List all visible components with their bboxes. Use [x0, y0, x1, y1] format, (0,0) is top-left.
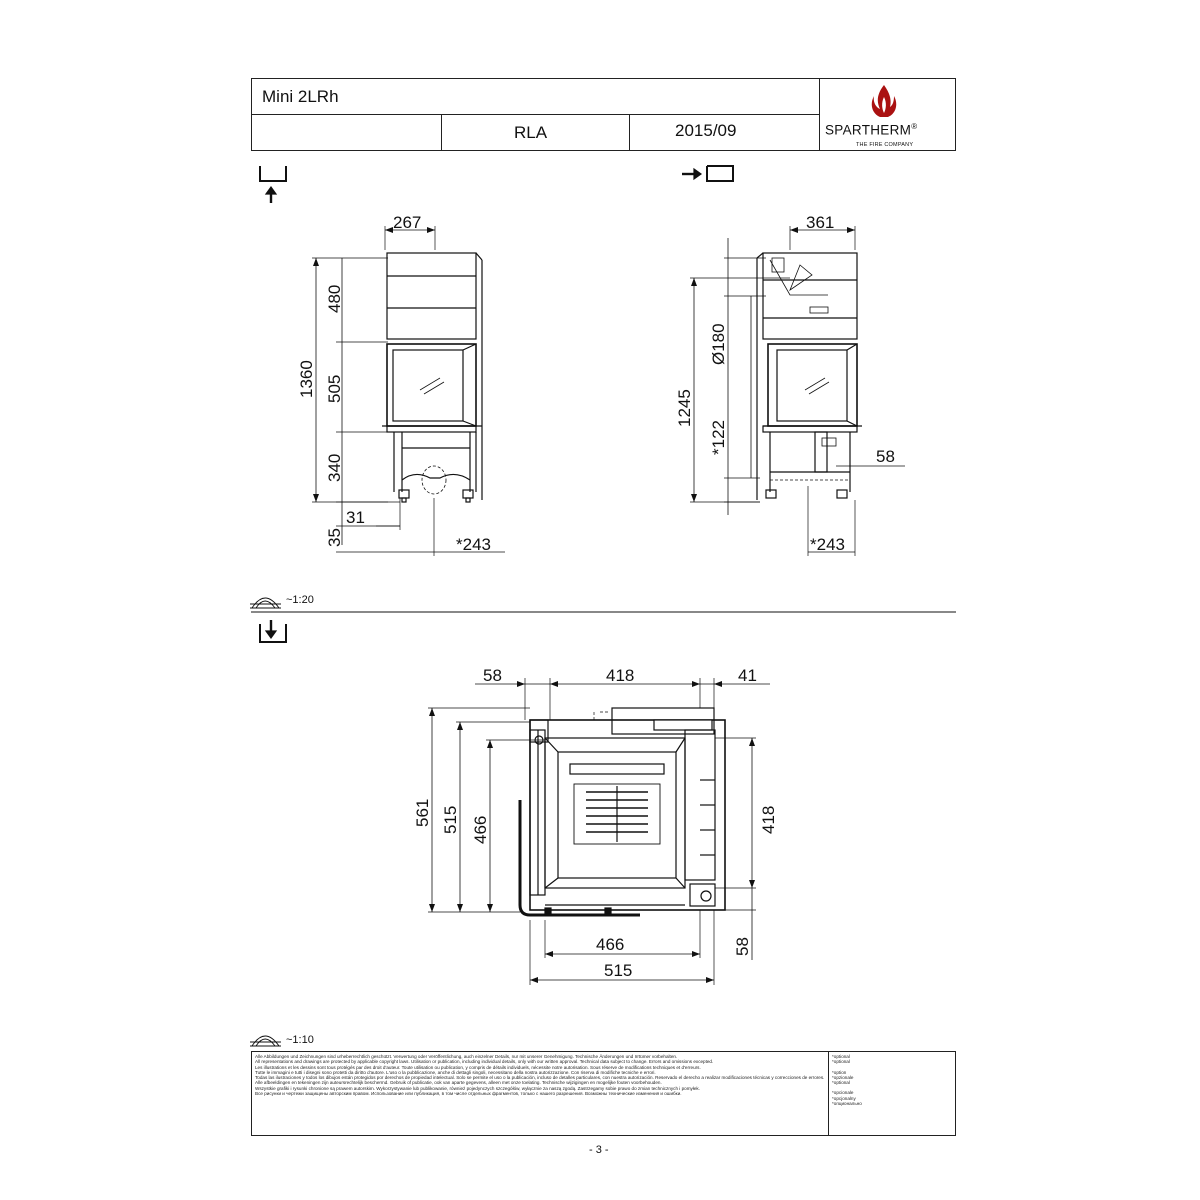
dim-top-right: 41 [738, 666, 757, 685]
dim-front-outlet: *243 [456, 535, 491, 554]
optional-label: *optional [832, 1054, 850, 1059]
copyright-notes [251, 1051, 956, 1136]
dim-top-inner: 418 [606, 666, 635, 685]
side-view [690, 226, 905, 556]
note-line: All representations and drawings are protected by applicable copyright laws. Utilisation or publication, including individual details, only with our written approval. Technical data subject to change. Errors and omissions excepted. [255, 1059, 714, 1065]
optional-label: *opcionale [832, 1090, 854, 1096]
dim-front-width: 267 [393, 213, 422, 232]
dim-front-top: 480 [325, 284, 344, 313]
note-line: Wszystkie grafiki i rysunki chronione są prawem autorskim. Wykorzystywanie lub publikowanie, również pojedynczych szczegółów, wyłącznie za naszą zgodą. Zastrzegamy sobie prawo do zmian technicznych i pomyłek. [255, 1085, 700, 1091]
dim-side-air-inlet: *122 [709, 420, 728, 455]
dim-top-depth-466: 466 [471, 815, 490, 844]
dim-side-flue: Ø180 [709, 323, 728, 365]
dim-top-depth-561: 561 [413, 798, 432, 827]
scale-icon [250, 1036, 281, 1046]
dim-top-depth-515: 515 [441, 805, 460, 834]
note-line: Todas las ilustraciones y todos los dibujos están protegidos por derechos de propiedad intelectual. Solo se permite el uso o la publicación, incluso de detalles particulares, con nuestra autorización. Reservado el derecho a realizar modificaciones técnicas y correcciones de errores. [255, 1075, 825, 1081]
optional-label: *опционально [832, 1101, 862, 1107]
optional-label: *opzionale [832, 1074, 854, 1080]
optional-label: *optional [832, 1080, 850, 1086]
dim-top-bottom-515: 515 [604, 961, 633, 980]
optional-label: *option [832, 1069, 847, 1075]
scale-plan: ~1:10 [286, 1034, 314, 1046]
optional-labels [832, 1054, 862, 1106]
dim-front-foot: 35 [325, 528, 344, 547]
scale-elevation: ~1:20 [286, 594, 314, 606]
front-view-icon [260, 166, 286, 203]
dim-side-outlet: *243 [810, 535, 845, 554]
dim-front-glass: 505 [325, 374, 344, 403]
model-code: RLA [514, 123, 548, 142]
dim-front-foot-offset: 31 [346, 508, 365, 527]
dimension-arrows [313, 227, 855, 983]
dim-front-base: 340 [325, 453, 344, 482]
note-line: Tutte le immagini e tutti i disegni sono protetti da diritto d'autore. L'uso o la pubblicazione, anche di dettagli singoli, necessitano della nostra autorizzazione. Con riserva di modifiche tecniche e errori. [255, 1069, 656, 1075]
page-number: - 3 - [589, 1144, 609, 1156]
brand-name: SPARTHERM® [825, 122, 918, 138]
top-view-icon [260, 620, 286, 642]
dim-side-height: 1245 [675, 389, 694, 427]
note-line: Все рисунки и чертежи защищены авторским правом. Использование или публикация, в том числе отдельных фрагментов, только с нашего разрешения. Возможны технические изменения и ошибки. [255, 1091, 682, 1097]
note-line: Les illustrations et les dessins sont tous protégés par des droit d'auteur. Toute utilisation ou publication, y compris de détails individuels, nécessite notre autorisation. Sous réserve de modifications techniques et d'erreurs. [255, 1064, 701, 1070]
dim-top-left: 58 [483, 666, 502, 685]
dim-top-right-418: 418 [759, 805, 778, 834]
dim-side-width: 361 [806, 213, 835, 232]
brand-tagline: THE FIRE COMPANY [856, 142, 914, 148]
side-view-icon [682, 166, 733, 181]
dim-side-inlet-offset: 58 [876, 447, 895, 466]
dim-front-total-height: 1360 [297, 360, 316, 398]
note-line: Alle afbeeldingen en tekeningen zijn auteursrechtelijk beschermd. Gebruik of publicatie, ook van aparte gegevens, alleen met onze toelating. Technische wijzigingen en mogelijke fouten voorbehouden. [255, 1080, 662, 1086]
scale-icon [250, 598, 281, 608]
model-name: Mini 2LRh [262, 87, 339, 106]
notes-divider [828, 1052, 829, 1135]
dim-top-bottom-466: 466 [596, 935, 625, 954]
optional-label: *optional [832, 1059, 850, 1065]
dim-top-bottom-58: 58 [733, 937, 752, 956]
optional-label: *opcjonalny [832, 1095, 856, 1101]
revision-date: 2015/09 [675, 121, 737, 140]
notes-text [255, 1054, 825, 1096]
note-line: Alle Abbildungen und Zeichnungen sind urheberrechtlich geschützt. Verwertung oder Veröffentlichung, auch einzelner Details, nur mit unserer Genehmigung. Technische Änderungen und Irrtümer vorbehalten. [255, 1054, 678, 1059]
